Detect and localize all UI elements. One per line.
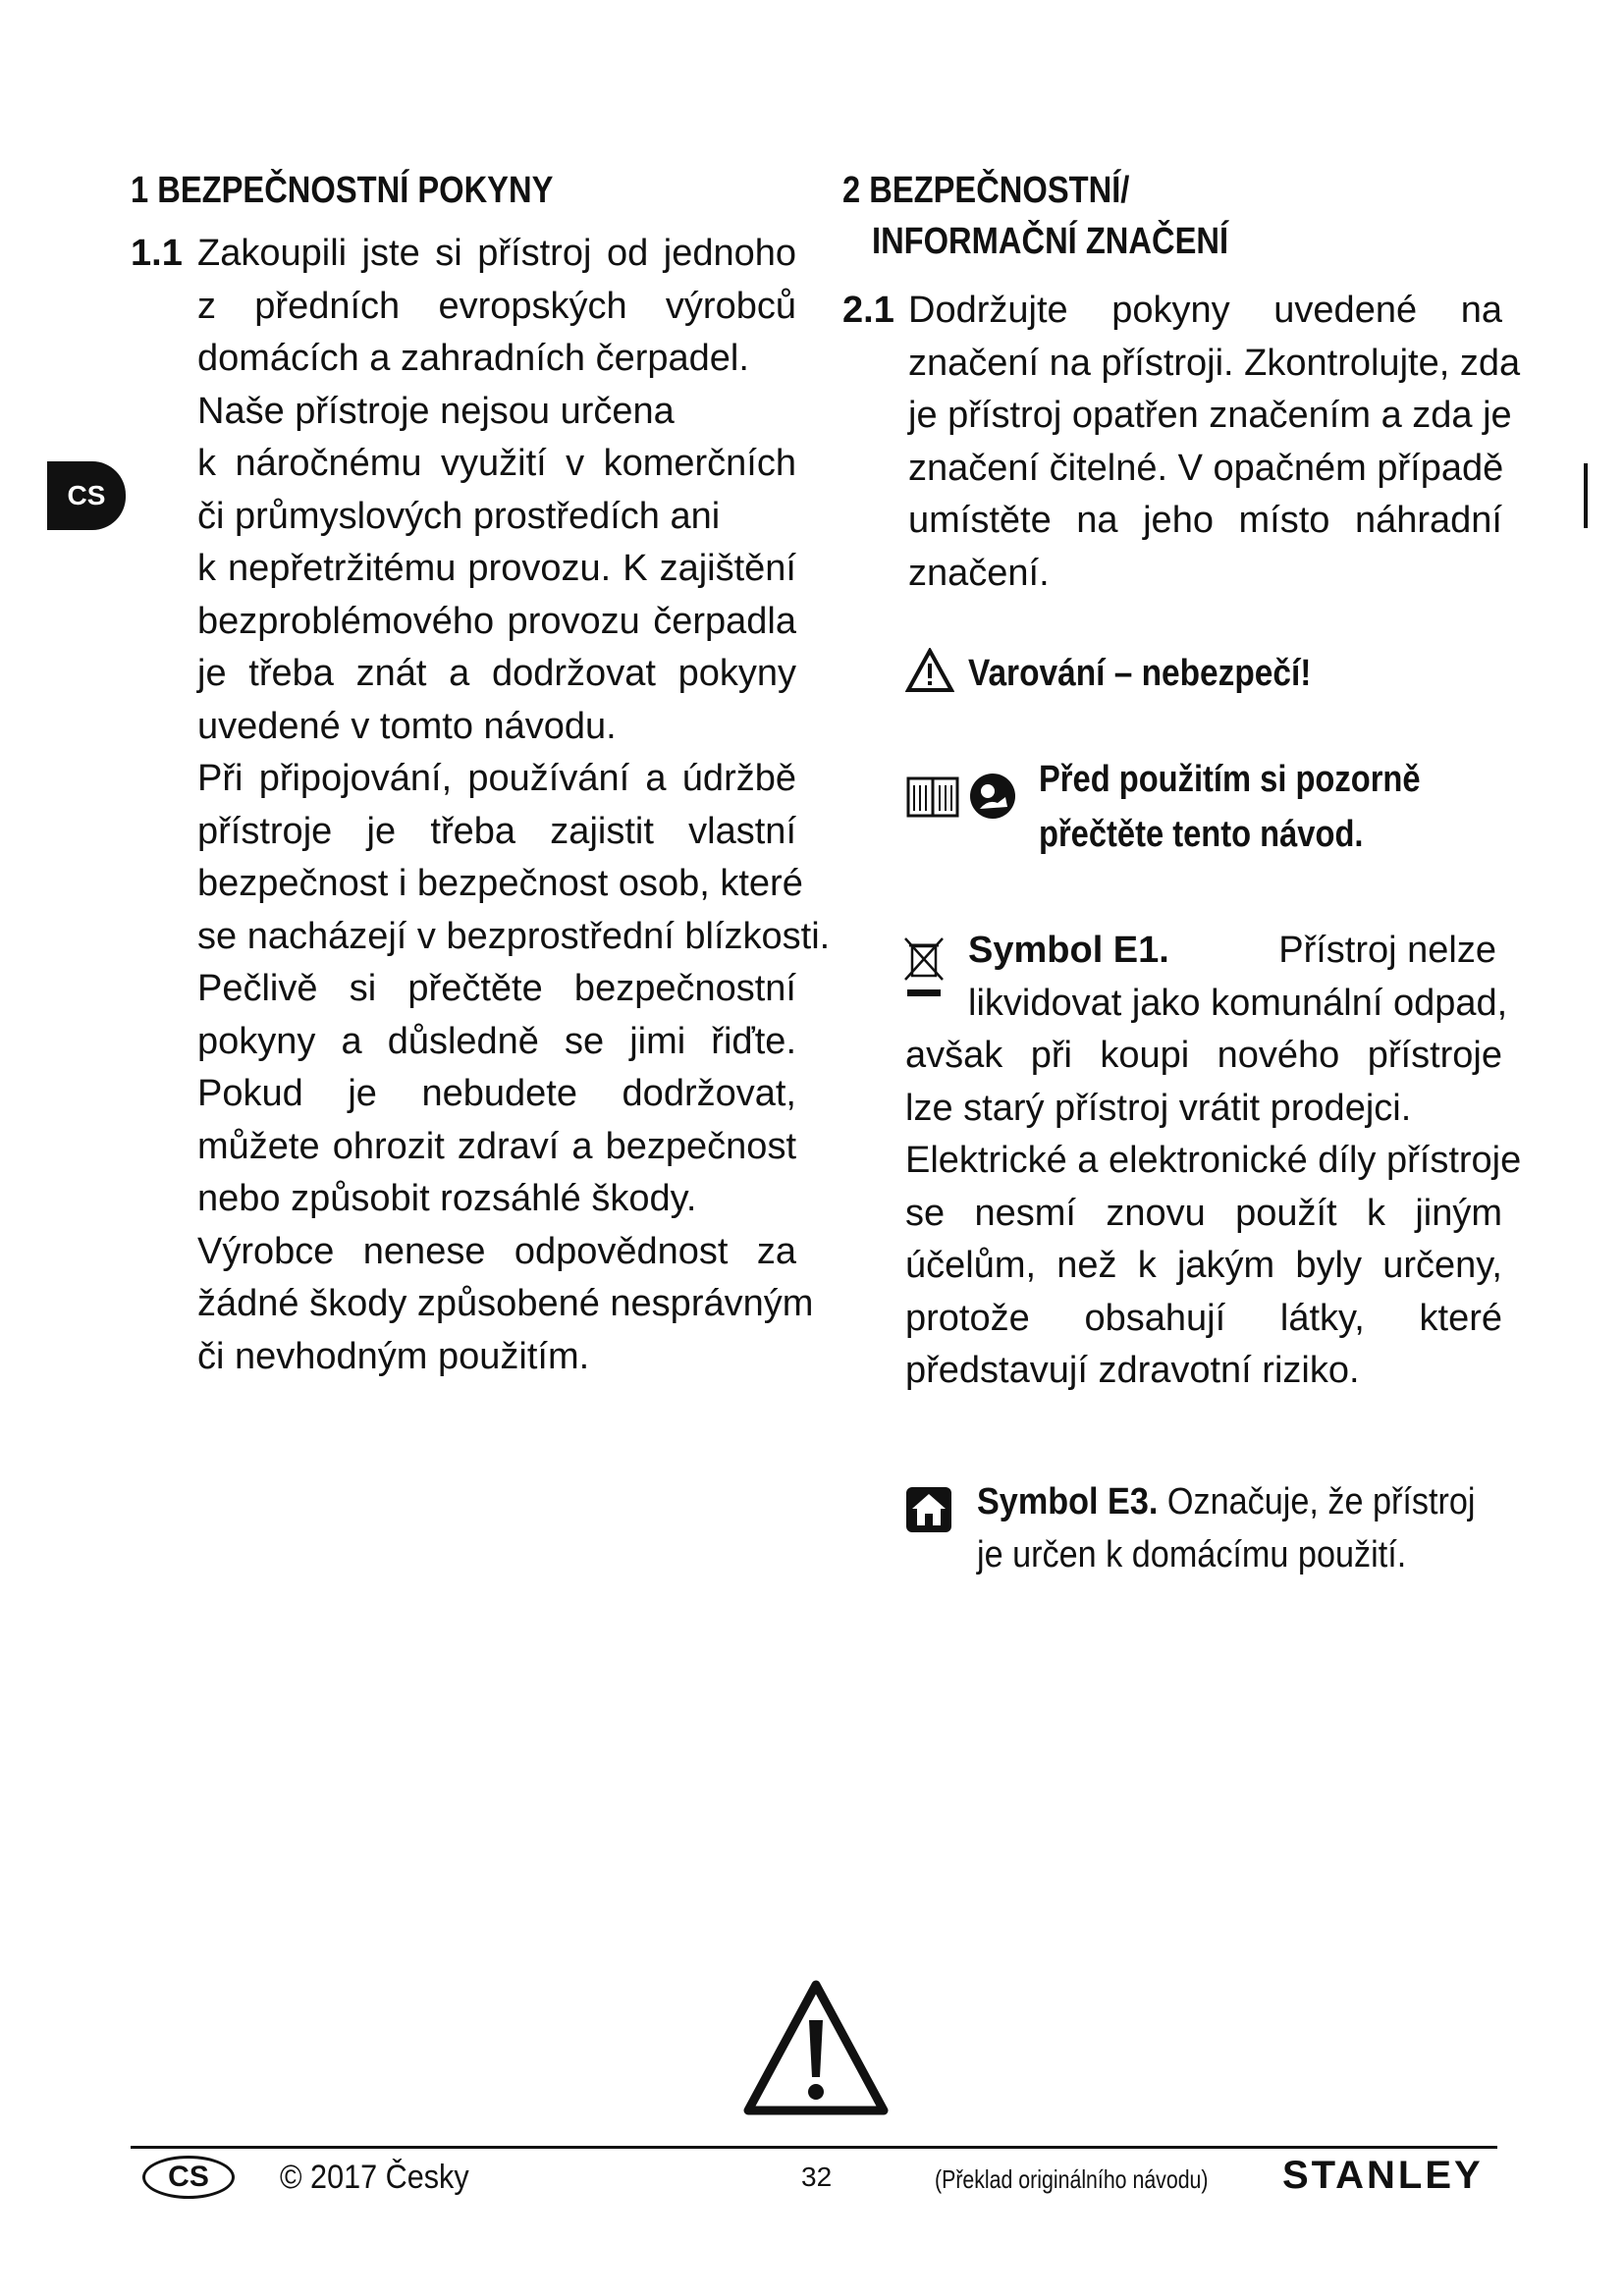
footer-rule xyxy=(131,2146,1497,2149)
text-line: přístroje je třeba zajistit vlastní xyxy=(197,810,796,852)
e1-block xyxy=(905,925,1522,1398)
text-line: účelům, než k jakým byly určeny, xyxy=(905,1245,1502,1286)
text-line: Pečlivě si přečtěte bezpečnostní xyxy=(197,968,796,1009)
text-line: lze starý přístroj vrátit prodejci. xyxy=(905,1087,1412,1129)
text-line: k nepřetržitému provozu. K zajištění xyxy=(197,548,796,589)
text-line: je přístroj opatřen značením a zda je xyxy=(908,395,1512,436)
section2-heading-line2: INFORMAČNÍ ZNAČENÍ xyxy=(872,221,1229,262)
footer-translation: (Překlad originálního návodu) xyxy=(935,2164,1209,2194)
e1-label: Symbol E1. xyxy=(968,930,1169,971)
text-line: uvedené v tomto návodu. xyxy=(197,705,617,747)
text-line: nebo způsobit rozsáhlé škody. xyxy=(197,1178,697,1219)
language-tab: CS xyxy=(47,461,126,530)
e3-text: Označuje, že přístroj xyxy=(1166,1481,1476,1522)
text-line: Výrobce nenese odpovědnost za xyxy=(197,1230,796,1272)
text-line: Dodržujte pokyny uvedené na xyxy=(908,290,1502,331)
text-line: je třeba znát a dodržovat pokyny xyxy=(197,653,796,694)
text-line: likvidovat jako komunální odpad, xyxy=(968,982,1508,1024)
text-line: značení. xyxy=(908,552,1050,594)
text-line: bezproblémového provozu čerpadla xyxy=(197,600,796,642)
text-line: z předních evropských výrobců xyxy=(197,285,796,327)
e1-line-0: Přístroj nelze xyxy=(1278,930,1496,971)
book-icon xyxy=(905,775,960,819)
footer-lang-badge: CS xyxy=(142,2156,235,2199)
text-line: se nacházejí v bezprostřední blízkosti. xyxy=(197,915,831,957)
text-line: značení na přístroji. Zkontrolujte, zda xyxy=(908,342,1521,384)
text-line: domácích a zahradních čerpadel. xyxy=(197,338,749,379)
read-manual-line2: přečtěte tento návod. xyxy=(1039,814,1364,855)
read-manual-icon xyxy=(968,772,1017,821)
text-line: Při připojování, používání a údržbě xyxy=(197,758,796,799)
text-line: Pokud je nebudete dodržovat, xyxy=(197,1073,796,1114)
text-line: žádné škody způsobené nesprávným xyxy=(197,1283,814,1324)
e3-line1 xyxy=(977,1475,1476,1528)
text-line: či průmyslových prostředích ani xyxy=(197,495,721,537)
text-line: protože obsahují látky, které xyxy=(905,1297,1502,1339)
text-line: avšak při koupi nového přístroje xyxy=(905,1035,1502,1076)
text-line: umístěte na jeho místo náhradní xyxy=(908,500,1502,541)
section1-number: 1.1 xyxy=(131,233,183,274)
text-line: Zakoupili jste si přístroj od jednoho xyxy=(197,233,796,274)
section1-heading: 1 BEZPEČNOSTNÍ POKYNY xyxy=(131,170,554,211)
footer-copyright: © 2017 Česky xyxy=(280,2159,469,2196)
stanley-logo: STANLEY xyxy=(1282,2154,1484,2197)
text-line: či nevhodným použitím. xyxy=(197,1335,590,1377)
house-icon xyxy=(905,1486,952,1533)
text-line: k náročnému využití v komerčních xyxy=(197,443,796,484)
section2-heading-line1: 2 BEZPEČNOSTNÍ/ xyxy=(842,170,1130,211)
e3-line2: je určen k domácímu použití. xyxy=(977,1534,1407,1575)
text-line: značení čitelné. V opačném případě xyxy=(908,447,1504,489)
read-manual-line1: Před použitím si pozorně xyxy=(1039,759,1421,800)
warning-text: Varování – nebezpečí! xyxy=(968,653,1312,694)
page-number: 32 xyxy=(801,2162,833,2192)
text-line: pokyny a důsledně se jimi řiďte. xyxy=(197,1020,796,1062)
margin-bar xyxy=(1584,463,1588,528)
section2-number: 2.1 xyxy=(842,290,894,331)
text-line: se nesmí znovu použít k jiným xyxy=(905,1192,1502,1234)
text-line: Naše přístroje nejsou určena xyxy=(197,390,675,432)
text-line: Elektrické a elektronické díly přístroje xyxy=(905,1140,1522,1181)
text-line: představují zdravotní riziko. xyxy=(905,1350,1360,1391)
e3-label: Symbol E3. xyxy=(977,1481,1159,1522)
text-line: bezpečnost i bezpečnost osob, které xyxy=(197,863,803,904)
warning-triangle-icon xyxy=(905,648,954,693)
text-line: můžete ohrozit zdraví a bezpečnost xyxy=(197,1125,796,1167)
big-warning-icon xyxy=(742,1979,890,2116)
